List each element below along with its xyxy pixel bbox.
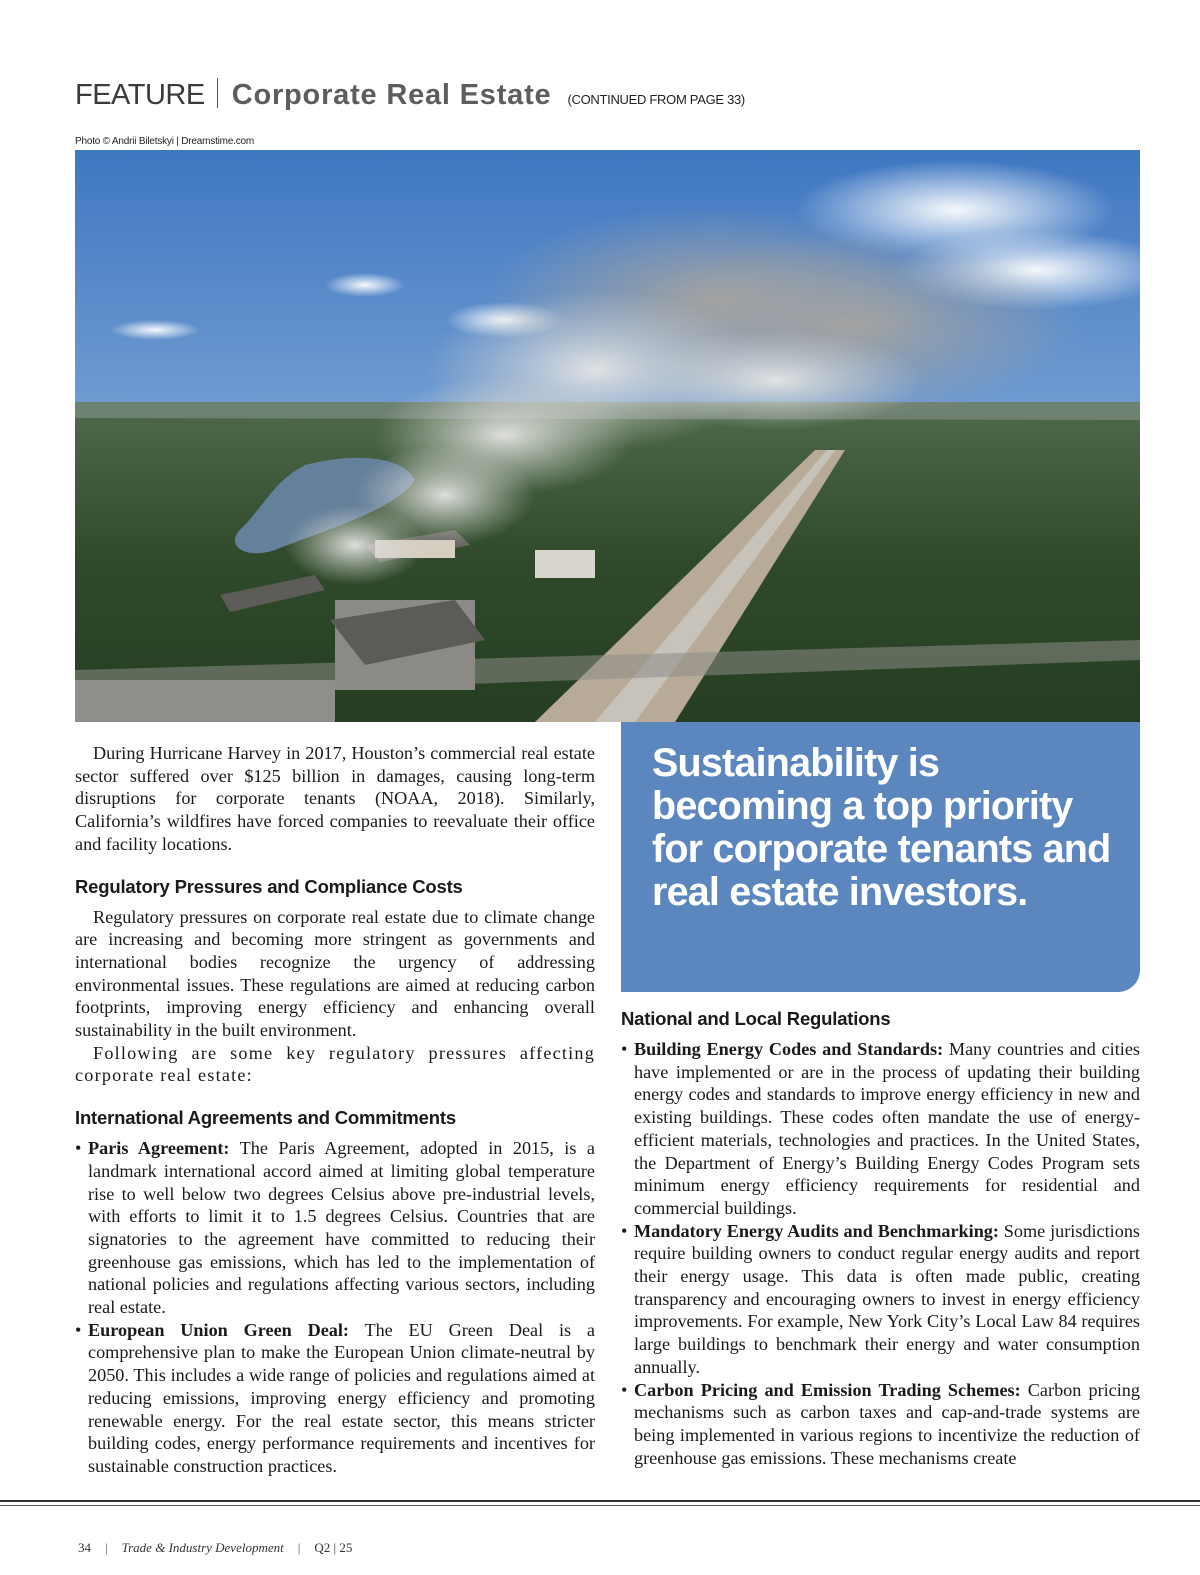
section-label: FEATURE [75, 79, 205, 111]
wildfire-aerial-photo [75, 150, 1140, 722]
bullet-text: The Paris Agreement, adopted in 2015, is a landmark international accord aimed at limiting global temperature rise to well below two degrees Celsius above pre-industrial levels, with efforts to limit it to 1.5 degrees Celsius. Countries that are signatories to the agreement have committed to reducing their greenhouse gas emissions, which has led to the implementation of national policies and regulations affecting various sectors, including real estate. [88, 1138, 595, 1318]
pull-quote [621, 722, 1140, 992]
list-item [621, 1379, 1140, 1470]
header-divider [217, 78, 218, 108]
heading-national-local: National and Local Regulations [621, 1008, 891, 1029]
page-number: 34 [78, 1540, 91, 1555]
page-footer [78, 1540, 352, 1556]
page-header [75, 78, 745, 118]
photo-credit: Photo © Andrii Biletskyi | Dreamstime.com [75, 136, 255, 147]
right-column [621, 1008, 1140, 1469]
magazine-name: Trade & Industry Development [121, 1540, 284, 1555]
list-item [621, 1220, 1140, 1379]
heading-regulatory-pressures: Regulatory Pressures and Compliance Costs [75, 875, 463, 897]
heading-international-agreements: International Agreements and Commitments [75, 1107, 456, 1129]
intro-paragraph: During Hurricane Harvey in 2017, Houston’s commercial real estate sector suffered over $125 billion in damages, causing long-term disruptions for corporate tenants (NOAA, 2018). Similarly, California’s wildfires have forced companies to reevaluate their office and facility locations. [75, 743, 595, 854]
regulatory-paragraph: Regulatory pressures on corporate real estate due to climate change are increasing and becoming more stringent as governments and international bodies recognize the urgency of addressing environmental issues. These regulations are aimed at reducing carbon footprints, improving energy efficiency and enhancing overall sustainability in the built environment. [75, 906, 595, 1041]
left-column [75, 742, 595, 1478]
footer-divider: | [297, 1540, 301, 1555]
bullet-term: Paris Agreement: [88, 1138, 230, 1159]
bullet-term: Building Energy Codes and Standards: [634, 1039, 944, 1059]
pull-quote-text: Sustainability is becoming a top priority for corporate tenants and real estate investors. [652, 741, 1111, 914]
following-paragraph: Following are some key regulatory pressures affecting corporate real estate: [75, 1042, 595, 1086]
bullet-text: Some jurisdictions require building owners to conduct regular energy audits and report their energy usage. This data is often made public, creating transparency and encouraging owners to invest in energy efficiency improvements. For example, New York City’s Local Law 84 requires large buildings to benchmark their energy and water consumption annually. [634, 1220, 1140, 1377]
bullet-text: Many countries and cities have implemented or are in the process of updating their building energy codes and standards to improve energy efficiency in new and existing buildings. These codes often mandate the use of energy-efficient materials, technologies and practices. In the United States, the Department of Energy’s Building Energy Codes Program sets minimum energy efficiency requirements for residential and commercial buildings. [634, 1039, 1140, 1218]
list-item [75, 1137, 595, 1319]
bullet-term: Mandatory Energy Audits and Benchmarking: [634, 1220, 999, 1241]
issue-label: Q2 | 25 [314, 1540, 353, 1555]
article-title: Corporate Real Estate [231, 79, 552, 111]
list-item [621, 1038, 1140, 1220]
bullet-term: European Union Green Deal: [88, 1319, 349, 1340]
footer-divider: | [105, 1540, 108, 1555]
footer-rule [0, 1500, 1200, 1502]
bullet-text: Carbon pricing mechanisms such as carbon taxes and cap-and-trade systems are being implemented in various regions to incentivize the reduction of greenhouse gas emissions. These mechanisms create [634, 1379, 1140, 1468]
footer-rule-thin [0, 1505, 1200, 1506]
bullet-text: The EU Green Deal is a comprehensive plan to make the European Union climate-neutral by 2050. This includes a wide range of policies and regulations aimed at reducing emissions, improving energy efficiency and promoting renewable energy. For the real estate sector, this means stricter building codes, energy performance requirements and incentives for sustainable construction practices. [88, 1319, 595, 1476]
continued-note: (CONTINUED FROM PAGE 33) [567, 92, 745, 107]
bullet-term: Carbon Pricing and Emission Trading Schemes: [634, 1379, 1021, 1400]
list-item [75, 1319, 595, 1478]
international-bullet-list [75, 1137, 595, 1478]
national-bullet-list [621, 1038, 1140, 1469]
